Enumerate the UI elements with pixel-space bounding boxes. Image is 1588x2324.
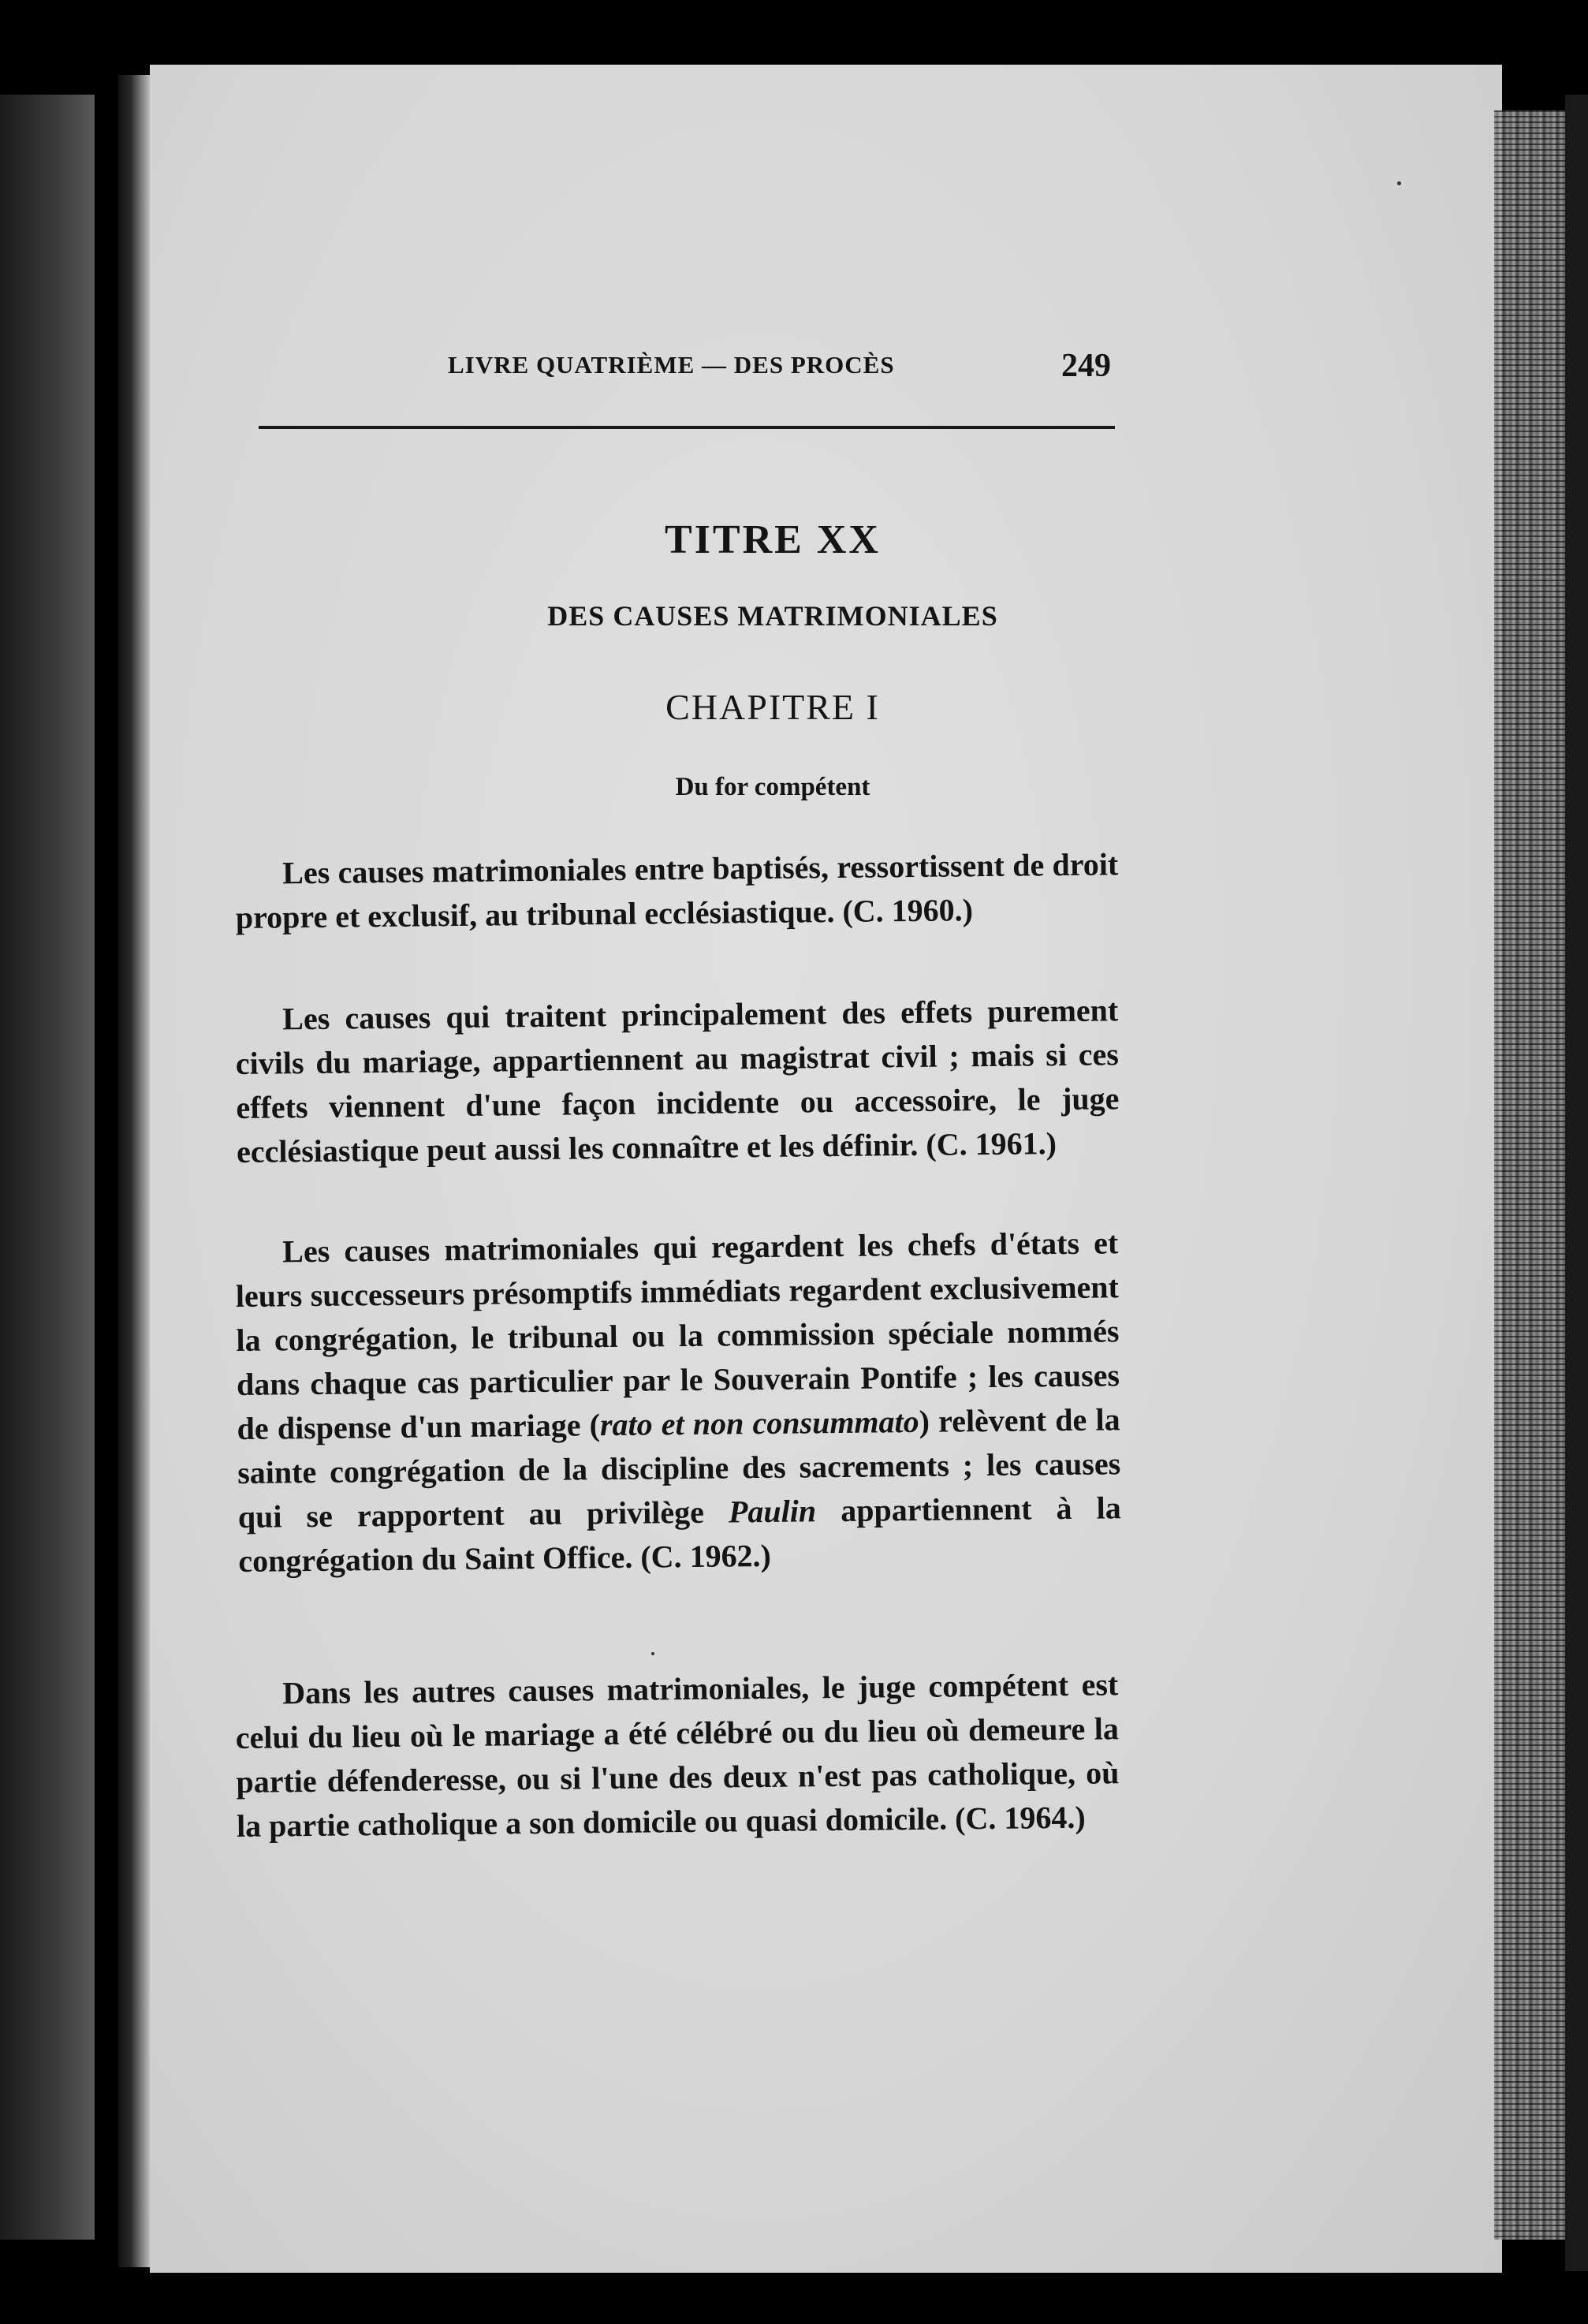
paragraph-3 [235,1221,1122,1584]
paragraph-3-pauline-term: Paulin [728,1493,817,1530]
chapter-heading: CHAPITRE I [665,687,880,727]
header-rule [259,426,1115,429]
paragraph-1: Les causes matrimoniales entre baptisés, ressortissent de droit propre et exclusif, au tribunal ecclésiastique. (C. 1960.) [235,846,1119,935]
page-fore-edge [1494,110,1565,2240]
page-number: 249 [1061,348,1111,384]
scan-speck [651,1652,654,1655]
scan-right-margin [1565,95,1588,2271]
paragraph-3-text-b: ) relèvent de la sainte congrégation de la discipline des sacrements ; les causes qui se rapportent au privilège [237,1401,1121,1535]
previous-page-edge [0,95,95,2240]
paragraph-3-text-a: Les causes matrimoniales qui regardent les chefs d'états et leurs successeurs présomptifs immédiats regardent exclusivement la congrégation, le tribunal ou la commission spéciale nommés dans chaque cas particulier par le Souverain Pontife ; les causes de dispense d'un mariage ( [235,1225,1120,1446]
title-heading: TITRE XX [665,517,881,562]
scan-speck [1397,181,1401,185]
paragraph-2: Les causes qui traitent principalement des effets purement civils du mariage, appartiennent au magistrat civil ; mais si ces effets viennent d'une façon incidente ou accessoire, le juge ecclésiastique peut aussi les connaître et les définir. (C. 1961.) [235,992,1120,1169]
running-head: LIVRE QUATRIÈME — DES PROCÈS [448,351,895,379]
book-spine-shadow [118,75,150,2267]
section-heading: Du for compétent [675,773,870,801]
title-subheading: DES CAUSES MATRIMONIALES [547,600,998,632]
paragraph-3-latin-phrase: rato et non consummato [599,1403,919,1443]
paragraph-3-text-c: appartiennent à la congrégation du Saint Office. (C. 1962.) [238,1490,1121,1579]
paragraph-4: Dans les autres causes matrimoniales, le juge compétent est celui du lieu où le mariage a été célébré ou du lieu où demeure la partie défenderesse, ou si l'une des deux n'est pas catholique, où la partie catholique a son domicile ou quasi domicile. (C. 1964.) [235,1666,1120,1844]
